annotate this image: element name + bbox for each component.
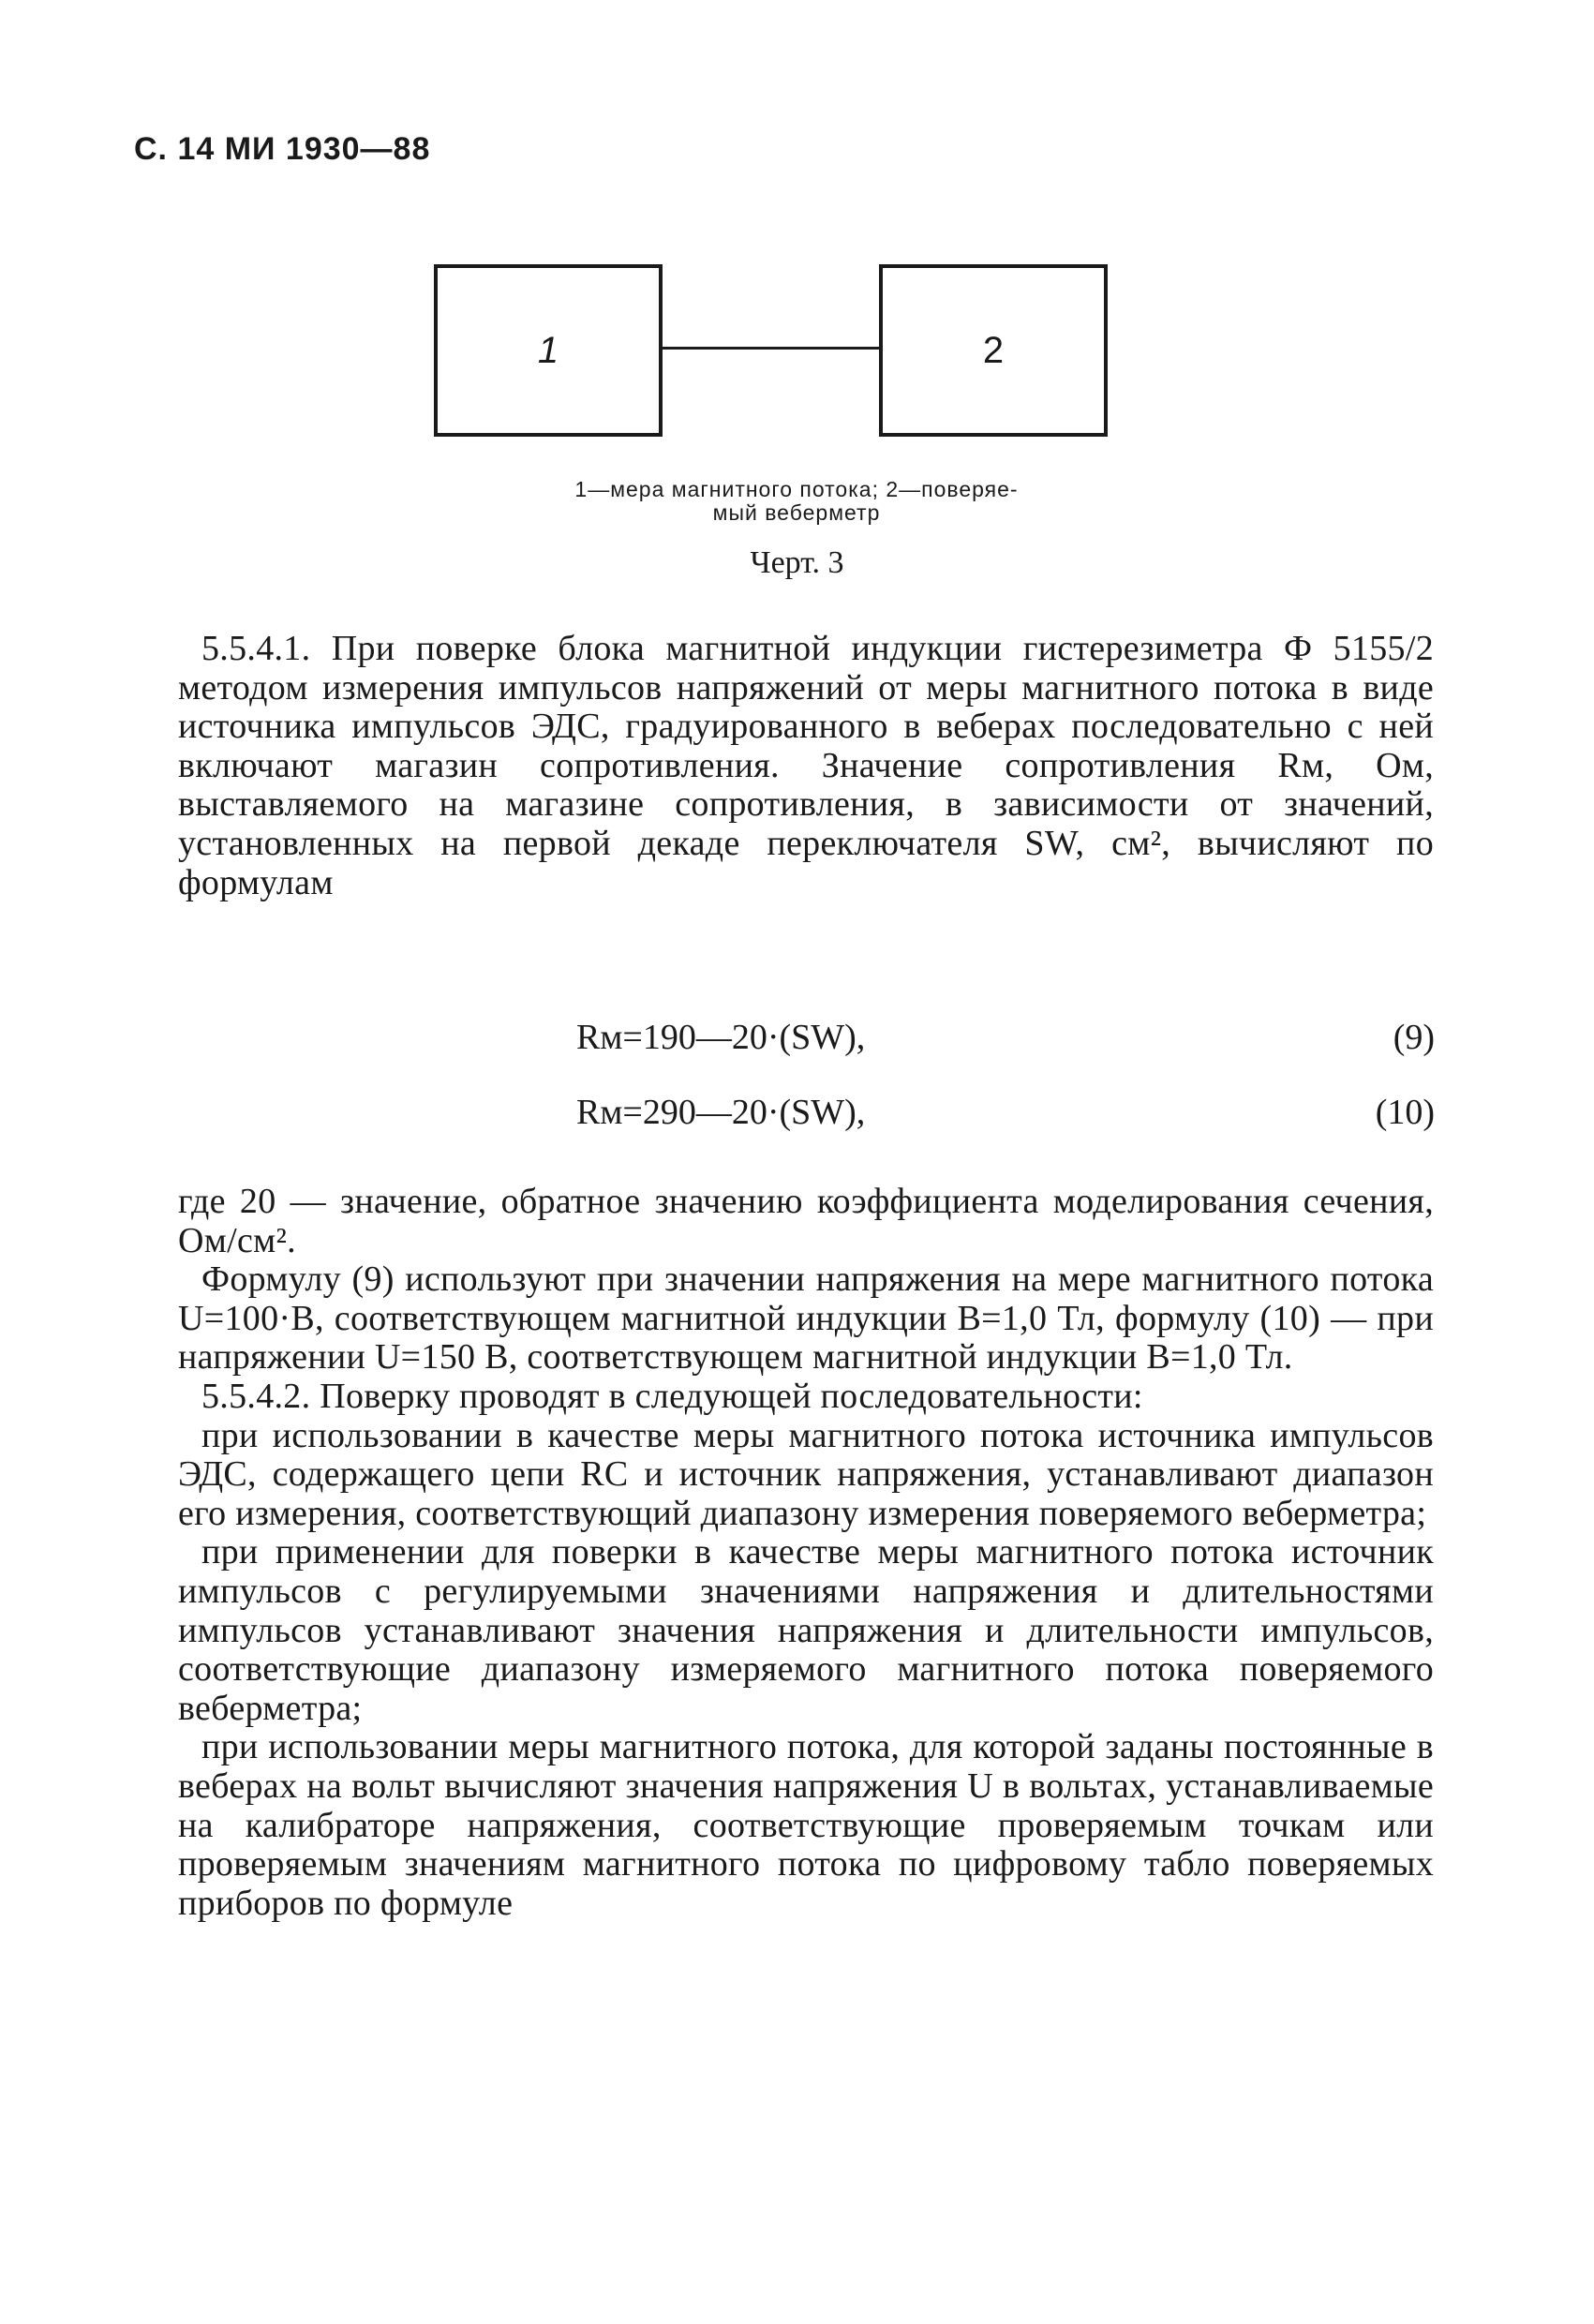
section-5541 (178, 630, 1434, 902)
formula-9: Rм=190—20·(SW), (576, 1018, 866, 1057)
caption-line-2: мый веберметр (712, 500, 881, 525)
paragraph-5541: 5.5.4.1. При поверке блока магнитной индукции гистерезиметра Ф 5155/2 методом измерения импульсов напряжений от меры магнитного потока в виде источника импульсов ЭДС, градуированного в веберах последовательно с ней включают магазин сопротивления. Значение сопротивления Rм, Ом, выставляемого на магазине сопротивления, в зависимости от значений, установленных на первой декаде переключателя SW, см², вычисляют по формулам (178, 629, 1434, 902)
formula-10: Rм=290—20·(SW), (576, 1093, 866, 1132)
page-header: С. 14 МИ 1930—88 (134, 131, 431, 167)
paragraph-formula-use: Формулу (9) используют при значении напряжения на мере магнитного потока U=100·В, соответствующем магнитной индукции В=1,0 Тл, формулу (10) — при напряжении U=150 В, соответствующем магнитной индукции В=1,0 Тл. (178, 1259, 1434, 1378)
body-text (178, 1183, 1434, 1923)
paragraph-where: где 20 — значение, обратное значению коэффициента моделирования сечения, Ом/см². (178, 1182, 1434, 1260)
formula-9-number: (9) (1393, 1018, 1435, 1057)
paragraph-5542: 5.5.4.2. Поверку проводят в следующей последовательности: (201, 1376, 1143, 1416)
figure-caption (375, 478, 1218, 525)
figure-box-2 (879, 264, 1108, 437)
paragraph-pulse-source: при применении для поверки в качестве меры магнитного потока источник импульсов с регулируемыми значениями напряжения и длительностями импульсов устанавливают значения напряжения и длительности импульсов, соответствующие диапазону измеряемого магнитного потока поверяемого веберметра; (178, 1532, 1434, 1728)
caption-line-1: 1—мера магнитного потока; 2—поверяе- (574, 477, 1019, 501)
paragraph-emf-source: при использовании в качестве меры магнитного потока источника импульсов ЭДС, содержащего цепи RC и источник напряжения, устанавливают диапазон его измерения, соответствующий диапазону измерения поверяемого веберметра; (178, 1415, 1434, 1533)
formula-10-number: (10) (1375, 1093, 1435, 1132)
paragraph-measure-usage: при использовании меры магнитного потока, для которой заданы постоянные в веберах на вольт вычисляют значения напряжения U в вольтах, устанавливаемые на калибраторе напряжения, соответствующие проверяемым точкам или проверяемым значениям магнитного потока по цифровому табло поверяемых приборов по формуле (178, 1727, 1434, 1923)
box-1-label: 1 (537, 329, 559, 371)
figure-title: Черт. 3 (750, 545, 844, 580)
figure-connector-line (659, 347, 879, 350)
figure-box-1 (434, 264, 663, 437)
box-2-label: 2 (982, 329, 1005, 371)
